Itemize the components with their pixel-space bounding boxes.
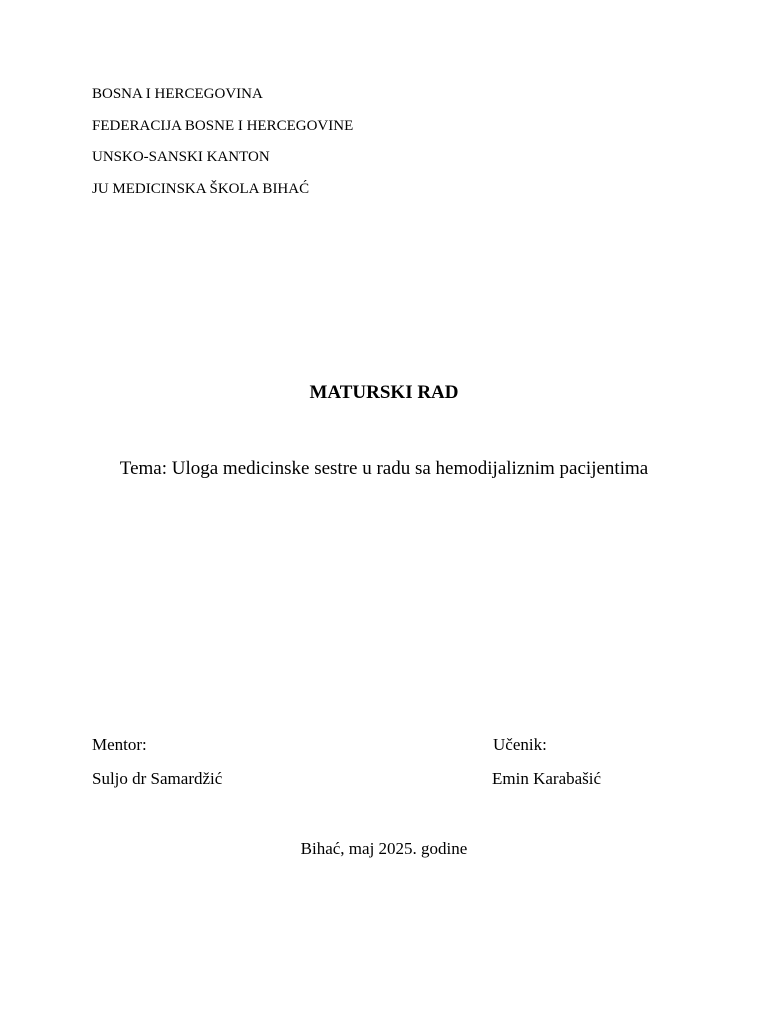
student-label: Učenik: xyxy=(493,735,547,754)
mentor-label: Mentor: xyxy=(92,735,147,754)
document-title: MATURSKI RAD xyxy=(309,382,459,403)
document-topic: Tema: Uloga medicinske sestre u radu sa hemodijaliznim pacijentima xyxy=(119,458,649,479)
header-canton: UNSKO-SANSKI KANTON xyxy=(92,149,270,165)
header-federation: FEDERACIJA BOSNE I HERCEGOVINE xyxy=(92,118,354,134)
header-country: BOSNA I HERCEGOVINA xyxy=(92,86,263,102)
student-name: Emin Karabašić xyxy=(492,769,602,788)
place-date: Bihać, maj 2025. godine xyxy=(300,839,468,858)
mentor-name: Suljo dr Samardžić xyxy=(92,769,223,788)
header-school: JU MEDICINSKA ŠKOLA BIHAĆ xyxy=(92,181,310,197)
